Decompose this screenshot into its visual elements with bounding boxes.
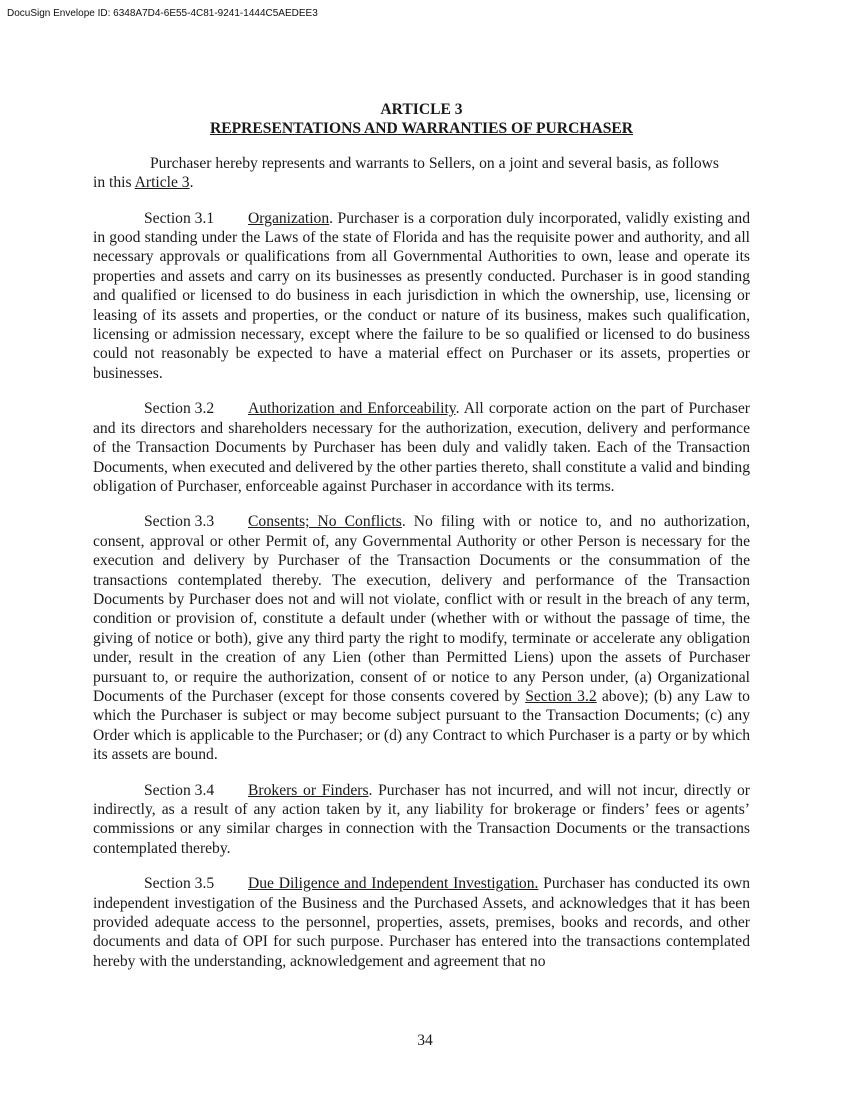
section-heading: Consents; No Conflicts [248,513,402,531]
section-heading: Brokers or Finders [248,781,369,799]
section-body: Purchaser has conducted its own independent investigation of the Business and the Purchased Assets, and acknowledges that it has been provided adequate access to the personnel, properties, assets, premises, books and records, and other documents and data of OPI for such purpose. Purchaser has entered into the transactions contemplated hereby with the understanding, acknowledgement and agreement that no [93,875,751,970]
section-number: Section 3.1 [144,209,215,227]
section-number: Section 3.3 [144,513,215,531]
section-3-4 [93,781,750,859]
section-3-2 [93,399,750,496]
intro-line-1: Purchaser hereby represents and warrants to Sellers, on a joint and several basis, as follows [150,154,720,172]
page-number: 34 [417,1032,433,1049]
section-body: . All corporate action on the part of Purchaser and its directors and shareholders necessary for the authorization, execution, delivery and performance of the Transaction Documents by Purchaser has been duly and validly taken. Each of the Transaction Documents, when executed and delivered by the other parties thereto, shall constitute a valid and binding obligation of Purchaser, enforceable against Purchaser in accordance with its terms. [93,400,750,495]
article-title: REPRESENTATIONS AND WARRANTIES OF PURCHASER [209,120,634,138]
docusign-envelope-id: DocuSign Envelope ID: 6348A7D4-6E55-4C81-9241-1444C5AEDEE3 [7,8,318,19]
section-3-5 [93,874,750,971]
document-page [93,100,750,987]
section-heading: Due Diligence and Independent Investigation. [248,875,539,893]
section-body: . No filing with or notice to, and no authorization, consent, approval or other Permit of, any Governmental Authority or other Person is necessary for the execution and delivery by Purchaser of the Transaction Documents or the consummation of the transactions contemplated thereby. The execution, delivery and performance of the Transaction Documents by Purchaser does not and will not violate, conflict with or result in the breach of any term, condition or provision of, constitute a default under (whether with or without the passage of time, the giving of notice or both), give any third party the right to modify, terminate or accelerate any obligation under, result in the creation of any Lien (other than Permitted Liens) upon the assets of Purchaser pursuant to, or require the authorization, consent of or notice to any Person under, (a) Organizational Documents of the Purchaser (except for those consents covered by [93,513,751,705]
section-3-2-reference[interactable]: Section 3.2 [525,687,597,705]
section-heading: Organization [248,209,330,227]
section-number: Section 3.5 [144,875,215,893]
section-body-continued: above); (b) any Law to which the Purchaser is subject or may become subject pursuant to the Transaction Documents; (c) any Order which is applicable to the Purchaser; or (d) any Contract to which Purchaser is a party or by which its assets are bound. [93,687,750,764]
article-3-link[interactable]: Article 3 [134,174,190,192]
section-body: . Purchaser has not incurred, and will not incur, directly or indirectly, as a result of any action taken by it, any liability for brokerage or finders’ fees or agents’ commissions or any similar charges in connection with the Transaction Documents or the transactions contemplated thereby. [93,781,750,857]
section-body: . Purchaser is a corporation duly incorporated, validly existing and in good standing under the Laws of the state of Florida and has the requisite power and authority, and all necessary approvals or qualifications from all Governmental Authorities to own, lease and operate its properties and assets and carry on its businesses as presently conducted. Purchaser is in good standing and qualified or licensed to do business in each jurisdiction in which the ownership, use, licensing or leasing of its assets and properties, or the conduct or nature of its business, makes such qualification, licensing or admission necessary, except where the failure to be so qualified or licensed to do business could not reasonably be expected to have a material effect on Purchaser or its assets, properties or businesses. [93,209,750,382]
section-3-1 [93,209,750,384]
section-heading: Authorization and Enforceability [248,400,456,418]
section-number: Section 3.4 [144,781,215,799]
intro-line-2-prefix: in this [93,174,135,192]
section-3-3 [93,512,750,764]
intro-paragraph [93,154,750,193]
intro-line-2-suffix: . [189,174,194,192]
article-number: ARTICLE 3 [380,101,463,118]
section-number: Section 3.2 [144,400,215,418]
